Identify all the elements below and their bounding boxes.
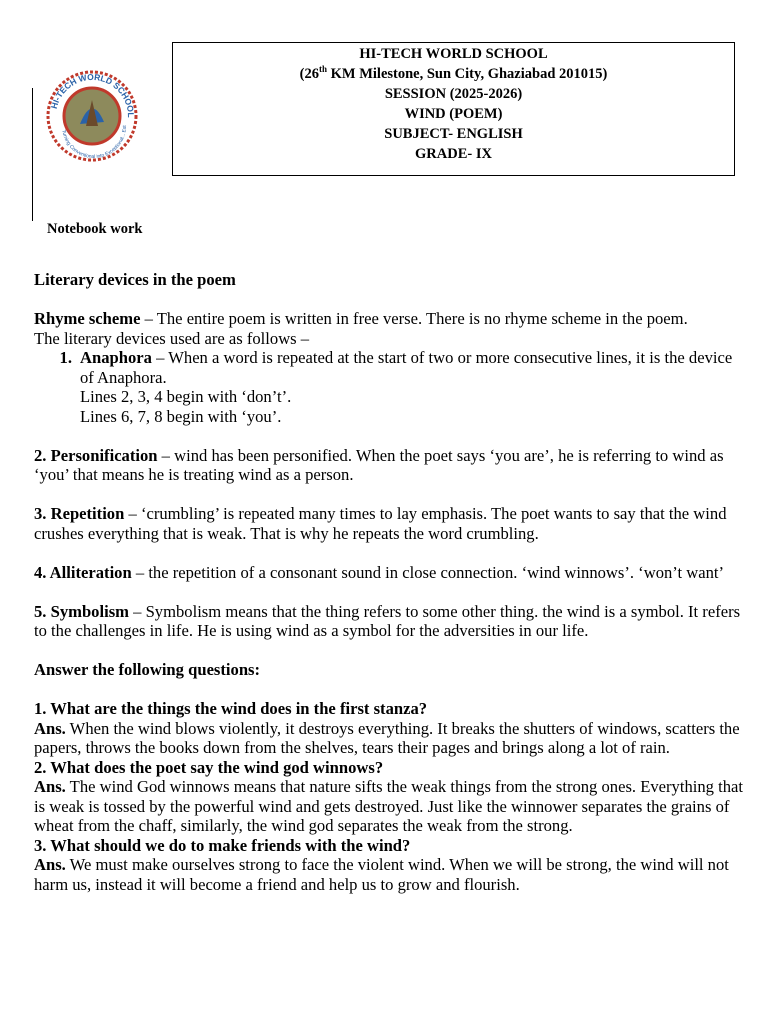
header-box (172, 42, 735, 176)
logo-motto: Turning Conventional into Exceptional... Est (60, 125, 129, 161)
question-3: 3. What should we do to make friends with the wind? (34, 835, 411, 855)
document-body (34, 270, 746, 894)
margin-line (32, 88, 33, 221)
answer-1: Ans. When the wind blows violently, it destroys everything. It breaks the shutters of windows, scatters the papers, throws the books down from the shelves, tears their pages and brings along a lot of rain. (34, 718, 740, 757)
symbolism: 5. Symbolism – Symbolism means that the thing refers to some other thing. the wind is a symbol. It refers to the challenges in life. He is using wind as a symbol for the adversities in our life. (34, 601, 741, 640)
question-2: 2. What does the poet say the wind god winnows? (34, 757, 384, 777)
grade: GRADE- IX (415, 146, 492, 162)
school-logo (36, 64, 148, 162)
session: SESSION (2025-2026) (384, 86, 523, 102)
personification: 2. Personification – wind has been personified. When the poet says ‘you are’, he is referring to wind as ‘you’ that means he is treating wind as a person. (34, 445, 724, 484)
answer-2: Ans. The wind God winnows means that nature sifts the weak things from the strong ones. Everything that is weak is tossed by the powerful wind and gets destroyed. Just like the winnower separates the grains of wheat from the chaff, similarly, the wind god separates the weak from the strong. (34, 777, 743, 835)
rhyme-scheme: Rhyme scheme – The entire poem is written in free verse. There is no rhyme scheme in the poem. (34, 309, 688, 328)
notebook-label: Notebook work (47, 221, 143, 237)
section-title: Literary devices in the poem (34, 270, 236, 289)
school-name: HI-TECH WORLD SCHOOL (359, 46, 548, 62)
questions-title: Answer the following questions: (34, 660, 261, 679)
list-item-anaphora: 1. Anaphora – When a word is repeated at the start of two or more consecutive lines, it is the device of Anaphora. Lines 2, 3, 4 begin with ‘don’t’. Lines 6, 7, 8 begin with ‘you’. (34, 348, 746, 426)
question-1: 1. What are the things the wind does in the first stanza? (34, 699, 428, 718)
school-address: (26th KM Milestone, Sun City, Ghaziabad 201015) (299, 64, 608, 82)
subject: SUBJECT- ENGLISH (384, 126, 523, 142)
devices-intro: The literary devices used are as follows – (34, 328, 310, 348)
alliteration: 4. Alliteration – the repetition of a consonant sound in close connection. ‘wind winnows’. ‘won’t want’ (34, 562, 725, 582)
answer-3: Ans. We must make ourselves strong to face the violent wind. When we will be strong, the wind will not harm us, instead it will become a friend and help us to grow and flourish. (34, 855, 729, 894)
repetition: 3. Repetition – ‘crumbling’ is repeated many times to lay emphasis. The poet wants to say that the wind crushes everything that is weak. That is why he repeats the word crumbling. (34, 504, 727, 543)
anaphora-line1: Lines 2, 3, 4 begin with ‘don’t’. (80, 387, 292, 406)
topic: WIND (POEM) (404, 106, 503, 122)
anaphora-line2: Lines 6, 7, 8 begin with ‘you’. (80, 406, 282, 426)
logo-school-name: HI-TECH WORLD SCHOOL (48, 71, 137, 118)
